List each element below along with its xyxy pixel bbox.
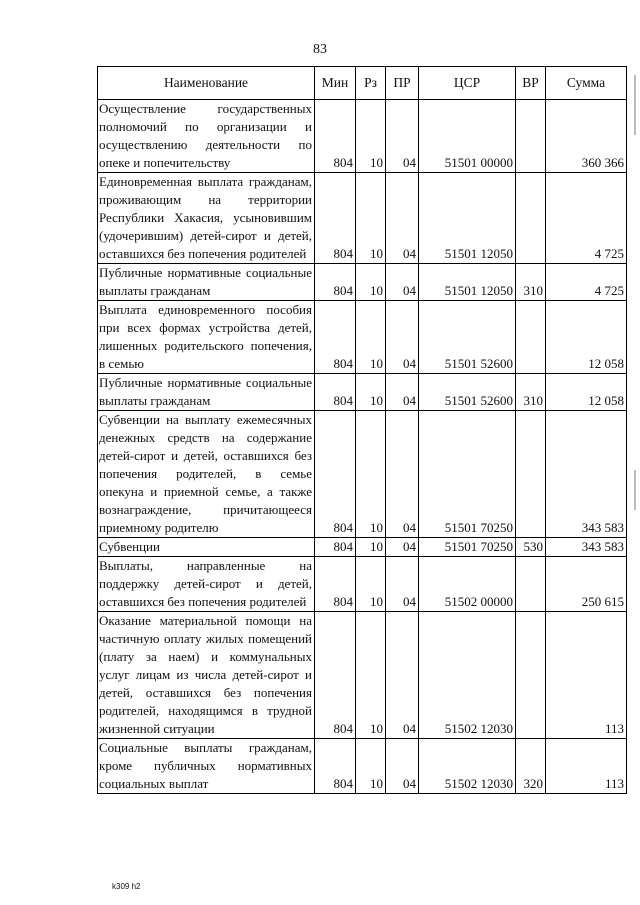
cell-sum: 113 [546, 612, 627, 739]
cell-rz: 10 [356, 100, 386, 173]
cell-csr: 51502 12030 [419, 612, 516, 739]
cell-rz: 10 [356, 264, 386, 301]
cell-name: Субвенции [98, 538, 315, 557]
table-row [98, 264, 627, 301]
cell-rz: 10 [356, 301, 386, 374]
cell-sum: 4 725 [546, 173, 627, 264]
cell-vr [516, 100, 546, 173]
header-pr: ПР [386, 67, 419, 100]
cell-vr [516, 301, 546, 374]
cell-rz: 10 [356, 612, 386, 739]
header-csr: ЦСР [419, 67, 516, 100]
cell-csr: 51501 12050 [419, 173, 516, 264]
table-row [98, 301, 627, 374]
cell-pr: 04 [386, 301, 419, 374]
cell-min: 804 [315, 301, 356, 374]
cell-sum: 4 725 [546, 264, 627, 301]
cell-rz: 10 [356, 538, 386, 557]
cell-sum: 113 [546, 739, 627, 794]
cell-pr: 04 [386, 538, 419, 557]
header-rz: Рз [356, 67, 386, 100]
cell-sum: 12 058 [546, 301, 627, 374]
cell-name: Выплата единовременного пособия при всех формах устройства детей, лишенных родительского попечения, в семью [98, 301, 315, 374]
footer-code: k309 h2 [112, 882, 141, 891]
cell-sum: 360 366 [546, 100, 627, 173]
cell-rz: 10 [356, 411, 386, 538]
cell-vr: 310 [516, 374, 546, 411]
table-row [98, 100, 627, 173]
cell-pr: 04 [386, 411, 419, 538]
cell-pr: 04 [386, 374, 419, 411]
cell-min: 804 [315, 612, 356, 739]
cell-rz: 10 [356, 374, 386, 411]
cell-min: 804 [315, 173, 356, 264]
cell-pr: 04 [386, 739, 419, 794]
cell-sum: 250 615 [546, 557, 627, 612]
cell-vr [516, 557, 546, 612]
cell-name: Публичные нормативные социальные выплаты гражданам [98, 264, 315, 301]
table-row [98, 612, 627, 739]
cell-csr: 51501 00000 [419, 100, 516, 173]
cell-sum: 343 583 [546, 538, 627, 557]
table-row [98, 557, 627, 612]
cell-name: Оказание материальной помощи на частичную оплату жилых помещений (плату за наем) и коммунальных услуг лицам из числа детей-сирот и детей, оставшихся без попечения родителей, находящимся в трудной жизненной ситуации [98, 612, 315, 739]
cell-csr: 51501 52600 [419, 374, 516, 411]
cell-csr: 51501 70250 [419, 538, 516, 557]
table-row [98, 173, 627, 264]
cell-sum: 12 058 [546, 374, 627, 411]
cell-rz: 10 [356, 173, 386, 264]
cell-pr: 04 [386, 612, 419, 739]
table-row [98, 374, 627, 411]
cell-csr: 51501 52600 [419, 301, 516, 374]
header-name: Наименование [98, 67, 315, 100]
cell-sum: 343 583 [546, 411, 627, 538]
budget-table [97, 66, 627, 794]
table-row [98, 739, 627, 794]
cell-min: 804 [315, 264, 356, 301]
cell-vr: 320 [516, 739, 546, 794]
cell-name: Публичные нормативные социальные выплаты гражданам [98, 374, 315, 411]
cell-min: 804 [315, 411, 356, 538]
cell-name: Единовременная выплата гражданам, проживающим на территории Республики Хакасия, усыновившим (удочерившим) детей-сирот и детей, оставшихся без попечения родителей [98, 173, 315, 264]
page-number: 83 [313, 42, 327, 57]
cell-min: 804 [315, 374, 356, 411]
cell-csr: 51501 12050 [419, 264, 516, 301]
table-row [98, 538, 627, 557]
cell-min: 804 [315, 557, 356, 612]
cell-min: 804 [315, 538, 356, 557]
cell-vr: 530 [516, 538, 546, 557]
cell-vr: 310 [516, 264, 546, 301]
header-sum: Сумма [546, 67, 627, 100]
cell-csr: 51502 00000 [419, 557, 516, 612]
cell-name: Осуществление государственных полномочий по организации и осуществлению деятельности по опеке и попечительству [98, 100, 315, 173]
table-body [98, 100, 627, 794]
cell-name: Выплаты, направленные на поддержку детей-сирот и детей, оставшихся без попечения родителей [98, 557, 315, 612]
cell-vr [516, 411, 546, 538]
cell-rz: 10 [356, 557, 386, 612]
cell-csr: 51501 70250 [419, 411, 516, 538]
cell-rz: 10 [356, 739, 386, 794]
cell-name: Субвенции на выплату ежемесячных денежных средств на содержание детей-сирот и детей, оставшихся без попечения родителей, в семье опекуна и приемной семье, а также вознаграждение, причитающееся приемному родителю [98, 411, 315, 538]
cell-min: 804 [315, 100, 356, 173]
scan-margin-mark [634, 75, 636, 135]
header-vr: ВР [516, 67, 546, 100]
header-min: Мин [315, 67, 356, 100]
cell-pr: 04 [386, 264, 419, 301]
scan-margin-mark [634, 470, 636, 510]
cell-pr: 04 [386, 557, 419, 612]
cell-vr [516, 612, 546, 739]
cell-vr [516, 173, 546, 264]
cell-name: Социальные выплаты гражданам, кроме публичных нормативных социальных выплат [98, 739, 315, 794]
header-row [98, 67, 627, 100]
cell-pr: 04 [386, 173, 419, 264]
cell-csr: 51502 12030 [419, 739, 516, 794]
cell-pr: 04 [386, 100, 419, 173]
table-row [98, 411, 627, 538]
cell-min: 804 [315, 739, 356, 794]
